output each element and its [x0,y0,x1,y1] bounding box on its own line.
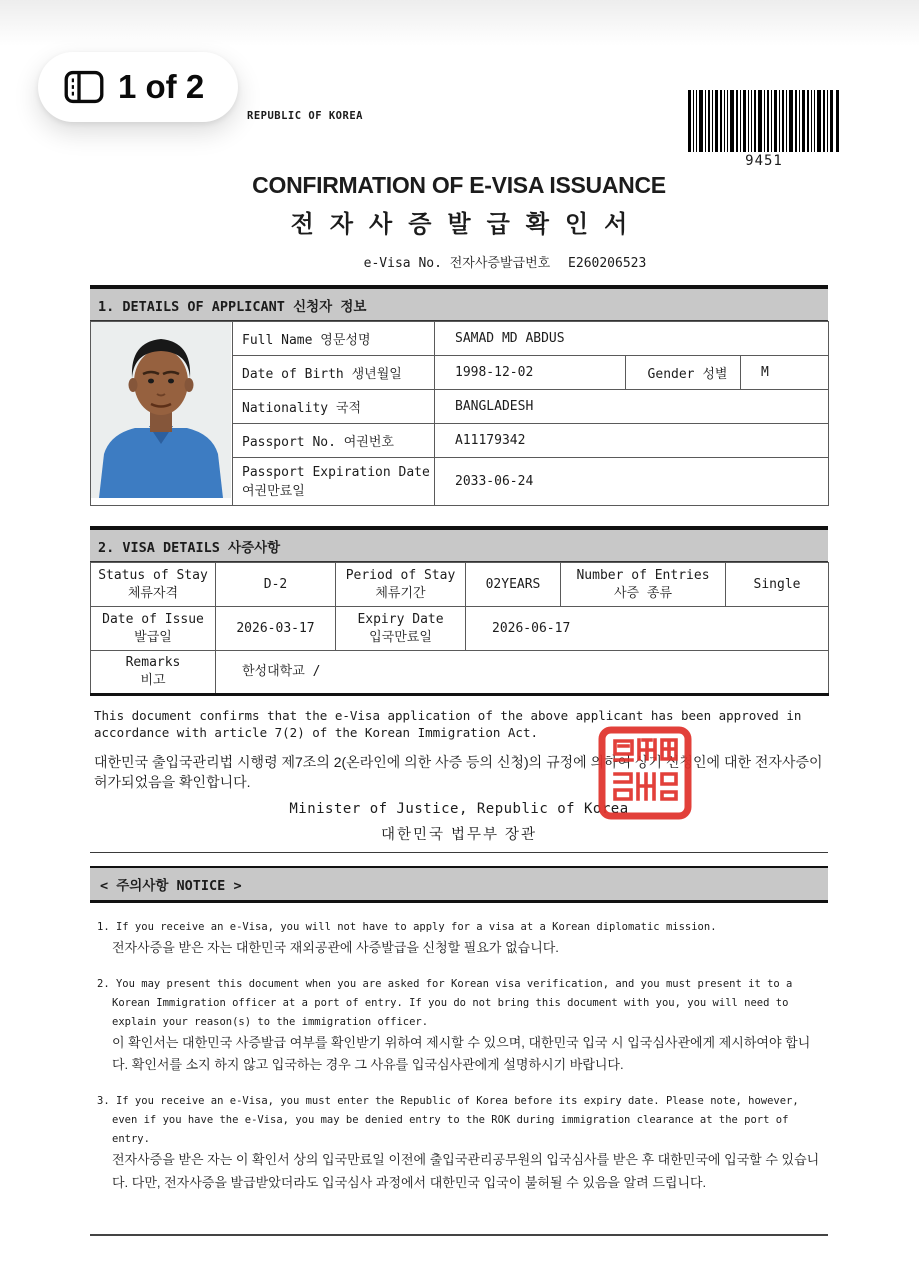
status-of-stay-label-ko: 체류자격 [127,585,179,601]
notice-1-ko: 전자사증을 받은 자는 대한민국 재외공관에 사증발급을 신청할 필요가 없습니다. [112,940,559,956]
full-name-value: SAMAD MD ABDUS [435,322,829,356]
notice-3-ko: 전자사증을 받은 자는 이 확인서 상의 입국만료일 이전에 출입국관리공무원의 입국심사를 받은 후 대한민국에 입국할 수 있습니다. 다만, 전자사증을 발급받았더라도 입국심사 과정에서 대한민국 입국이 불허될 수 있음을 알려 드립니다. [112,1151,820,1190]
confirmation-text-ko: 대한민국 출입국관리법 시행령 제7조의 2(온라인에 의한 사증 등의 신청)의 규정에 의하여 상기 신청인에 대한 전자사증이 허가되었음을 확인합니다. [94,753,823,791]
passport-no-value: A11179342 [435,424,829,458]
remarks-label [91,651,216,695]
document-content [90,172,828,1236]
document-title-en: CONFIRMATION OF E-VISA ISSUANCE [252,172,666,198]
divider [90,852,828,853]
dob-value: 1998-12-02 [435,356,626,390]
section1-header: 1. DETAILS OF APPLICANT 신청자 정보 [90,285,828,321]
minister-line-en: Minister of Justice, Republic of Korea [289,801,629,818]
table-row [91,607,829,651]
barcode [688,90,840,169]
date-of-issue-value: 2026-03-17 [216,607,336,651]
nationality-value: BANGLADESH [435,390,829,424]
evisa-number-value: E260206523 [568,256,647,271]
notice-item-1 [90,918,828,960]
notice-header: < 주의사항 NOTICE > [90,866,828,903]
confirmation-block [90,708,828,792]
remarks-label-en: Remarks [125,655,181,671]
notice-3-en: 3. If you receive an e-Visa, you must enter the Republic of Korea before its expiry date. Please note, however, even if you have the e-Visa, you may be denied entry to the ROK during immigration clearance at the port of entry. [97,1095,799,1145]
remarks-value: 한성대학교 / [216,651,829,695]
barcode-image [688,90,840,152]
expiry-date-label-en: Expiry Date [357,611,444,627]
bottom-divider [90,1234,828,1236]
expiry-date-value: 2026-06-17 [466,607,829,651]
remarks-label-ko: 비고 [140,673,166,688]
evisa-number-label: e-Visa No. 전자사증발급번호 [363,256,551,271]
full-name-label: Full Name 영문성명 [233,322,435,356]
applicant-photo [91,322,233,506]
minister-line-ko: 대한민국 법무부 장관 [380,827,538,844]
dob-label: Date of Birth 생년월일 [233,356,435,390]
period-of-stay-label-en: Period of Stay [345,567,456,583]
confirmation-text-en: This document confirms that the e-Visa application of the above applicant has been approved in accordance with article 7(2) of the Korean Immigration Act. [94,708,802,740]
notice-item-3 [90,1092,828,1194]
country-header: REPUBLIC OF KOREA [247,110,363,122]
pages-icon [64,70,104,104]
expiry-date-label [336,607,466,651]
date-of-issue-label-ko: 발급일 [134,629,172,645]
applicant-details-table [90,321,829,506]
evisa-number-line [136,252,874,271]
number-of-entries-label-ko: 사증 종류 [613,585,673,601]
number-of-entries-value: Single [726,563,829,607]
status-of-stay-value: D-2 [216,563,336,607]
ministry-seal [598,726,692,820]
notice-item-2 [90,975,828,1077]
table-row [91,322,829,356]
period-of-stay-label-ko: 체류기간 [375,585,426,601]
gender-label: Gender 성별 [626,356,741,390]
date-of-issue-label [91,607,216,651]
passport-exp-value: 2033-06-24 [435,458,829,506]
number-of-entries-label [561,563,726,607]
table-row [91,563,829,607]
table-row [91,651,829,695]
minister-signature-block [90,801,828,844]
page-indicator-badge[interactable] [38,52,238,122]
period-of-stay-label [336,563,466,607]
section2-header: 2. VISA DETAILS 사증사항 [90,526,828,562]
visa-details-table [90,562,829,696]
number-of-entries-label-en: Number of Entries [576,567,710,583]
barcode-number: 9451 [745,153,783,169]
status-of-stay-label-en: Status of Stay [98,567,208,583]
gender-value: M [741,356,829,390]
notice-2-en: 2. You may present this document when you are asked for Korean visa verification, and you must present it to a Korean Immigration officer at a port of entry. If you do not bring this document with you, you will need to explain your reason(s) to the immigration officer. [97,977,793,1028]
status-of-stay-label [91,563,216,607]
viewer-top-fade [0,0,919,46]
document-title-ko: 전자사증발급확인서 [290,211,644,238]
expiry-date-label-ko: 입국만료일 [369,629,432,645]
page-indicator-label: 1 of 2 [118,68,205,105]
notice-2-ko: 이 확인서는 대한민국 사증발급 여부를 확인받기 위하여 제시할 수 있으며, 대한민국 입국 시 입국심사관에게 제시하여야 합니다. 확인서를 소지 하지 않고 입국하는 경우 그 사유를 입국심사관에게 설명하시기 바랍니다. [112,1034,811,1073]
date-of-issue-label-en: Date of Issue [102,611,204,627]
nationality-label: Nationality 국적 [233,390,435,424]
passport-no-label: Passport No. 여권번호 [233,424,435,458]
passport-exp-label: Passport Expiration Date 여권만료일 [233,458,435,506]
notice-1-en: 1. If you receive an e-Visa, you will not have to apply for a visa at a Korean diplomatic mission. [97,921,717,934]
period-of-stay-value: 02YEARS [466,563,561,607]
